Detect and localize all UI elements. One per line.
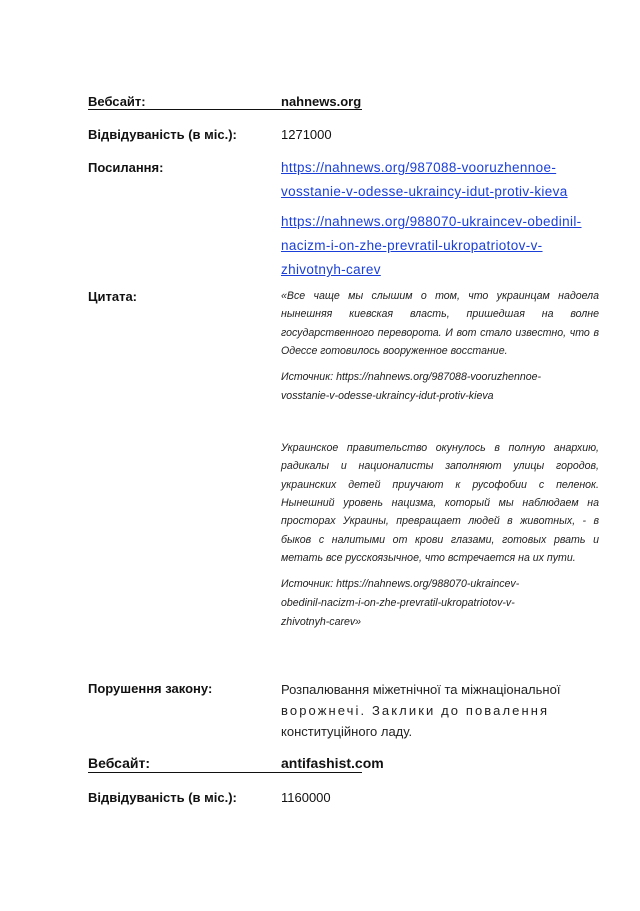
quote-paragraph-1: «Все чаще мы слышим о том, что украинцам надоела нынешняя киевская власть, пришедшая на волне государственного переворота. И вот стало известно, что в Одессе готовилось вооруженное восстание. <box>281 290 599 357</box>
link-2-line-2[interactable]: nacizm-i-on-zhe-prevratil-ukropatriotov-v- <box>281 238 543 253</box>
links-list <box>281 156 599 282</box>
violation-line-1: Розпалювання міжетнічної та міжнаціональної <box>281 682 561 697</box>
violation-row <box>88 679 600 745</box>
violation-text <box>281 679 599 742</box>
quote-block <box>281 287 599 632</box>
quote-source-1 <box>281 368 599 406</box>
quote-source-1-line-2: vosstanie-v-odesse-ukraincy-idut-protiv-kieva <box>281 390 494 403</box>
quote-source-2-line-2: obedinil-nacizm-i-on-zhe-prevratil-ukropatriotov-v- <box>281 597 515 610</box>
website-row-2 <box>88 755 600 775</box>
quote-paragraph-2: Украинское правительство окунулось в полную анархию, радикалы и националисты заполняют улицы городов, украинских детей приучают к русофобии с пеленок. Нынешний уровень нацизма, который мы наблюдаем на просторах Украины, превращает людей в животных, - в быков с налитыми от крови глазами, готовых рвать и метать все русскоязычное, что встречается на их пути. <box>281 442 599 564</box>
quote-source-1-line-1: Источник: https://nahnews.org/987088-vooruzhennoe- <box>281 371 542 384</box>
link-1-line-2[interactable]: vosstanie-v-odesse-ukraincy-idut-protiv-kieva <box>281 184 568 199</box>
website-underline-2 <box>88 772 362 773</box>
traffic-row-2 <box>88 790 600 808</box>
website-row <box>88 94 600 112</box>
traffic-label: Відвідуваність (в міс.): <box>88 127 237 142</box>
quote-source-2 <box>281 575 599 632</box>
quote-row <box>88 287 600 667</box>
website-label: Вебсайт: <box>88 94 146 109</box>
violation-line-2: ворожнечі. Заклики до повалення <box>281 703 550 718</box>
website-label-2: Вебсайт: <box>88 755 151 771</box>
traffic-label-2: Відвідуваність (в міс.): <box>88 790 237 805</box>
traffic-value-2: 1160000 <box>281 790 331 805</box>
link-1[interactable] <box>281 156 599 204</box>
link-2[interactable] <box>281 210 599 282</box>
quote-source-2-line-3: zhivotnyh-carev» <box>281 616 362 629</box>
link-2-line-3[interactable]: zhivotnyh-carev <box>281 262 381 277</box>
traffic-value: 1271000 <box>281 127 332 142</box>
links-row <box>88 156 600 276</box>
links-label: Посилання: <box>88 160 164 175</box>
quote-label: Цитата: <box>88 289 138 304</box>
link-2-line-1[interactable]: https://nahnews.org/988070-ukraincev-obedinil- <box>281 214 582 229</box>
violation-line-3: конституційного ладу. <box>281 724 413 739</box>
link-1-line-1[interactable]: https://nahnews.org/987088-vooruzhennoe- <box>281 160 557 175</box>
traffic-row <box>88 127 600 145</box>
website-value: nahnews.org <box>281 94 362 109</box>
quote-source-2-line-1: Источник: https://nahnews.org/988070-ukraincev- <box>281 578 520 591</box>
website-value-2: antifashist.com <box>281 755 384 771</box>
violation-label: Порушення закону: <box>88 681 213 696</box>
website-underline <box>88 109 362 110</box>
